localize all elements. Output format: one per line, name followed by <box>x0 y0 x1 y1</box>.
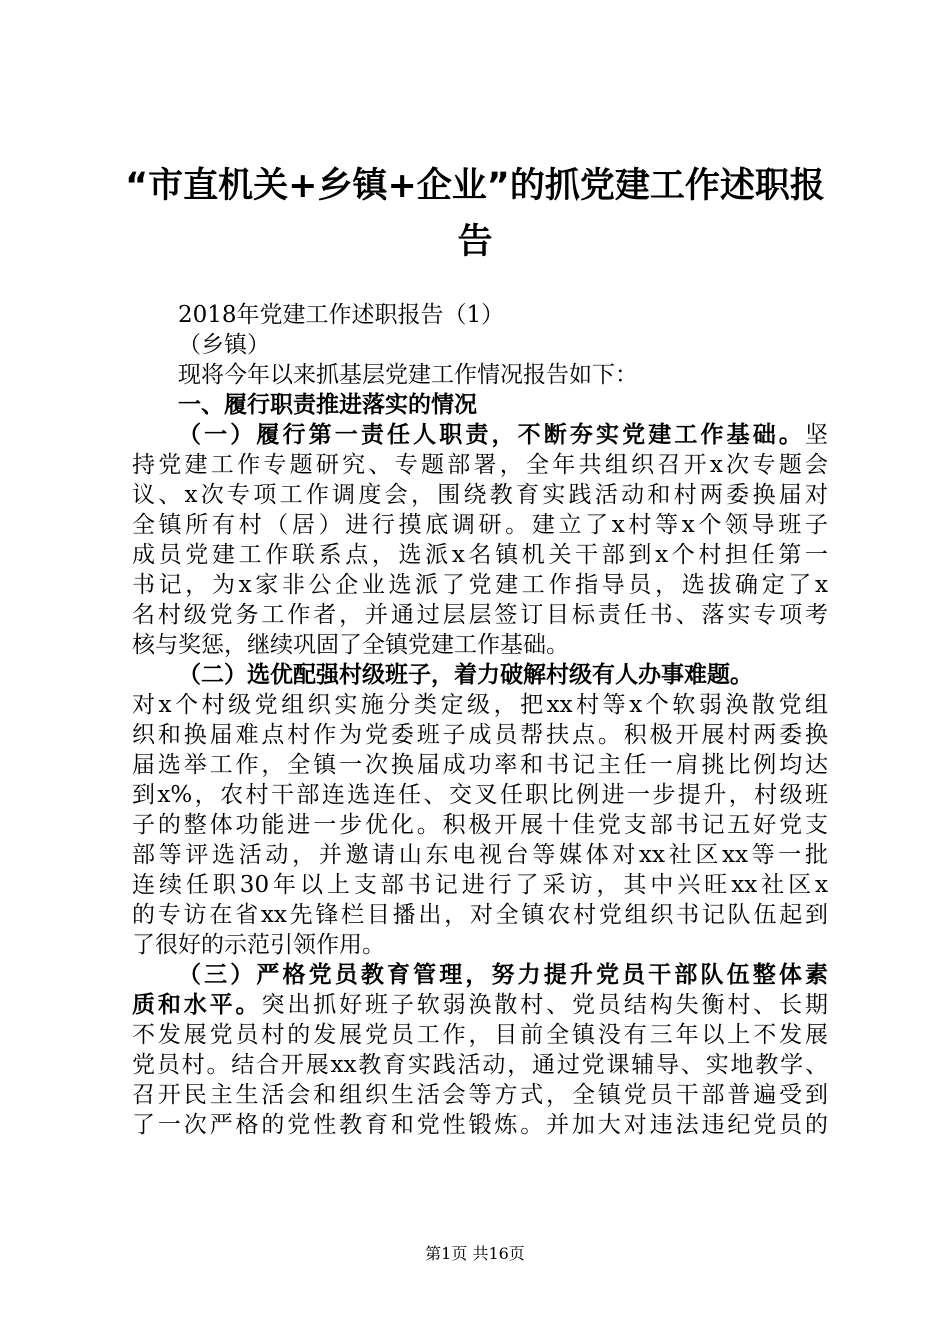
text-line <box>132 960 828 990</box>
text-run: 全镇所有村（居）进行摸底调研。建立了x村等x个领导班子 <box>132 512 828 538</box>
bold-text-run: （一）履行第一责任人职责，不断夯实党建工作基础。 <box>178 422 805 448</box>
text-run: 织和换届难点村作为党委班子成员帮扶点。积极开展村两委换 <box>132 722 828 748</box>
text-line <box>132 570 828 600</box>
text-line <box>132 810 828 840</box>
text-line <box>132 870 828 900</box>
text-run: 持党建工作专题研究、专题部署，全年共组织召开x次专题会 <box>132 452 828 478</box>
text-run: 连续任职30年以上支部书记进行了采访，其中兴旺xx社区x <box>132 872 828 898</box>
text-line <box>132 1110 828 1140</box>
text-line <box>132 990 828 1020</box>
text-run: 成员党建工作联系点，选派x名镇机关干部到x个村担任第一 <box>132 542 828 568</box>
text-run: 书记，为x家非公企业选派了党建工作指导员，选拔确定了x <box>132 572 828 598</box>
text-line <box>132 780 828 810</box>
bold-text-run: （三）严格党员教育管理，努力提升党员干部队伍整体素 <box>178 962 828 988</box>
document-body <box>132 300 828 1140</box>
text-line <box>132 930 828 960</box>
text-run: 对x个村级党组织实施分类定级，把xx村等x个软弱涣散党组 <box>132 692 828 718</box>
text-run: 召开民主生活会和组织生活会等方式，全镇党员干部普遍受到 <box>132 1082 828 1108</box>
bold-text-run: （二）选优配强村级班子，着力破解村级有人办事难题。 <box>178 662 753 688</box>
text-run: 名村级党务工作者，并通过层层签订目标责任书、落实专项考 <box>132 602 828 628</box>
text-line <box>132 690 828 720</box>
text-run: 不发展党员村的发展党员工作，目前全镇没有三年以上不发展 <box>132 1022 828 1048</box>
text-run: 议、x次专项工作调度会，围绕教育实践活动和村两委换届对 <box>132 482 828 508</box>
text-line <box>132 1080 828 1110</box>
text-run: 了很好的示范引领作用。 <box>132 932 385 958</box>
text-line <box>132 390 828 420</box>
text-run: 子的整体功能进一步优化。积极开展十佳党支部书记五好党支 <box>132 812 828 838</box>
text-run: 部等评选活动，并邀请山东电视台等媒体对xx社区xx等一批 <box>132 842 828 868</box>
text-line <box>132 360 828 390</box>
text-line <box>132 720 828 750</box>
text-line <box>132 450 828 480</box>
text-run: 突出抓好班子软弱涣散村、党员结构失衡村、长期 <box>261 992 829 1018</box>
text-line <box>132 420 828 450</box>
text-line <box>132 840 828 870</box>
bold-text-run: 质和水平。 <box>132 992 262 1018</box>
text-run: 党员村。结合开展xx教育实践活动，通过党课辅导、实地教学、 <box>132 1052 828 1078</box>
bold-text-run: 一、履行职责推进落实的情况 <box>178 392 477 418</box>
text-line <box>132 600 828 630</box>
page-footer: 第1页 共16页 <box>425 1244 525 1263</box>
text-line <box>132 750 828 780</box>
text-line <box>132 300 828 330</box>
text-line <box>132 330 828 360</box>
title-line-2: 告 <box>457 222 493 262</box>
text-line <box>132 510 828 540</box>
text-line <box>132 900 828 930</box>
text-line <box>132 630 828 660</box>
text-run: （乡镇） <box>178 332 270 358</box>
text-run: 届选举工作，全镇一次换届成功率和书记主任一肩挑比例均达 <box>132 752 828 778</box>
text-run: 了一次严格的党性教育和党性锻炼。并加大对违法违纪党员的 <box>132 1112 828 1138</box>
text-line <box>132 540 828 570</box>
text-line <box>132 660 828 690</box>
text-line <box>132 1020 828 1050</box>
text-run: 坚 <box>805 422 828 448</box>
text-run: 到x%，农村干部连选连任、交叉任职比例进一步提升，村级班 <box>132 782 828 808</box>
text-line <box>132 1050 828 1080</box>
title-line-1: “市直机关+乡镇+企业”的抓党建工作述职报 <box>125 166 825 206</box>
document-title <box>120 158 830 270</box>
text-line <box>132 480 828 510</box>
text-run: 2018年党建工作述职报告（1） <box>178 302 505 328</box>
text-run: 的专访在省xx先锋栏目播出，对全镇农村党组织书记队伍起到 <box>132 902 828 928</box>
text-run: 现将今年以来抓基层党建工作情况报告如下： <box>178 362 638 388</box>
text-run: 核与奖惩，继续巩固了全镇党建工作基础。 <box>132 632 569 658</box>
